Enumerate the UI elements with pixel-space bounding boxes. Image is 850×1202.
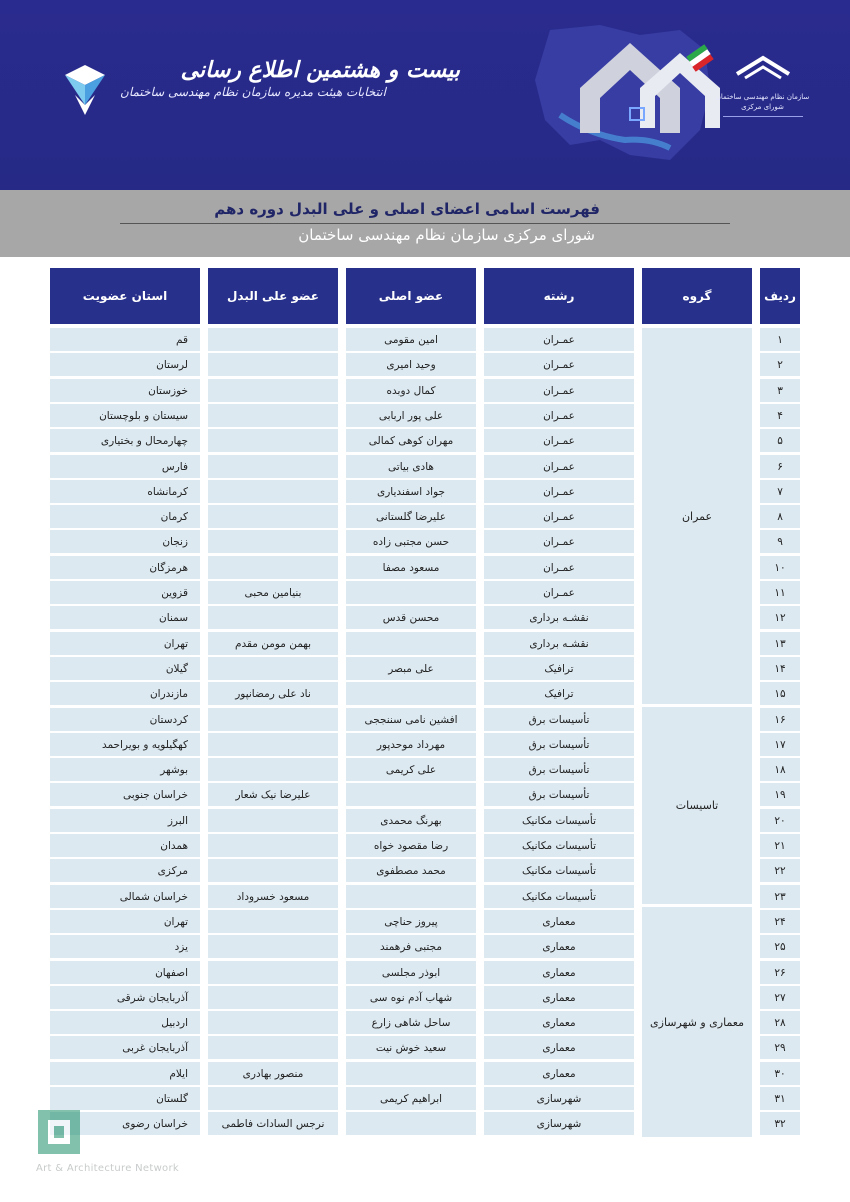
field-cell: عمـران <box>484 379 634 402</box>
field-cell: معماری <box>484 986 634 1009</box>
column-header-field: رشته <box>484 268 634 324</box>
field-cell: تأسیسات مکانیک <box>484 885 634 908</box>
province-cell: ایلام <box>50 1062 200 1085</box>
row-number-cell: ۲۱ <box>760 834 800 857</box>
alternate-member-cell <box>208 404 338 427</box>
province-cell: سیستان و بلوچستان <box>50 404 200 427</box>
alternate-member-cell <box>208 961 338 984</box>
alternate-member-cell: ناد علی رمضانپور <box>208 682 338 705</box>
province-cell: همدان <box>50 834 200 857</box>
group-cell-installations: تاسیسات <box>642 707 752 904</box>
province-cell: اردبیل <box>50 1011 200 1034</box>
row-number-cell: ۱۷ <box>760 733 800 756</box>
main-member-cell: شهاب آدم نوه سی <box>346 986 476 1009</box>
main-member-cell: سعید خوش نیت <box>346 1036 476 1059</box>
row-number-cell: ۳۰ <box>760 1062 800 1085</box>
title-band <box>0 190 850 257</box>
event-title-line1: بیست و هشتمین اطلاع رسانی <box>180 57 460 83</box>
province-cell: بوشهر <box>50 758 200 781</box>
row-number-cell: ۲ <box>760 353 800 376</box>
province-cell: تهران <box>50 910 200 933</box>
row-number-cell: ۱۲ <box>760 606 800 629</box>
field-cell: شهرسازی <box>484 1112 634 1135</box>
main-member-cell: پیروز حناچی <box>346 910 476 933</box>
province-cell: مازندران <box>50 682 200 705</box>
row-number-cell: ۶ <box>760 455 800 478</box>
watermark-text: Art & Architecture Network <box>36 1163 179 1174</box>
alternate-member-cell <box>208 530 338 553</box>
column-header-province: استان عضویت <box>50 268 200 324</box>
event-title <box>120 55 460 115</box>
alternate-member-cell <box>208 455 338 478</box>
main-member-cell: محمد مصطفوی <box>346 859 476 882</box>
province-cell: آذربایجان غربی <box>50 1036 200 1059</box>
main-member-cell: کمال دوبده <box>346 379 476 402</box>
group-cell-civil: عمران <box>642 328 752 704</box>
field-cell: معماری <box>484 910 634 933</box>
main-member-cell: مهران کوهی کمالی <box>346 429 476 452</box>
field-cell: معماری <box>484 1062 634 1085</box>
main-member-cell: ساحل شاهی زارع <box>346 1011 476 1034</box>
field-cell: عمـران <box>484 353 634 376</box>
column-header-row-number: ردیف <box>760 268 800 324</box>
org-name: سازمان نظام مهندسی ساختمان <box>715 93 810 101</box>
field-cell: عمـران <box>484 429 634 452</box>
field-cell: معماری <box>484 1011 634 1034</box>
province-cell: کرمانشاه <box>50 480 200 503</box>
main-member-cell <box>346 1112 476 1135</box>
alternate-member-cell <box>208 758 338 781</box>
field-cell: تأسیسات برق <box>484 783 634 806</box>
province-cell: خراسان شمالی <box>50 885 200 908</box>
alternate-member-cell <box>208 1036 338 1059</box>
field-cell: تأسیسات برق <box>484 708 634 731</box>
alternate-member-cell: بنیامین محبی <box>208 581 338 604</box>
row-number-cell: ۳ <box>760 379 800 402</box>
alternate-member-cell <box>208 733 338 756</box>
province-cell: خراسان رضوی <box>50 1112 200 1135</box>
org-sub: شورای مرکزی <box>741 103 784 111</box>
field-cell: معماری <box>484 961 634 984</box>
field-cell: تأسیسات برق <box>484 733 634 756</box>
row-number-cell: ۲۸ <box>760 1011 800 1034</box>
field-cell: نقشـه برداری <box>484 606 634 629</box>
province-cell: فارس <box>50 455 200 478</box>
title-divider <box>120 223 730 224</box>
alternate-member-cell <box>208 809 338 832</box>
main-member-cell: مهرداد موحدپور <box>346 733 476 756</box>
main-member-cell: ابوذر مجلسی <box>346 961 476 984</box>
row-number-cell: ۲۷ <box>760 986 800 1009</box>
column-header-alternate-member: عضو علی البدل <box>208 268 338 324</box>
province-cell: مرکزی <box>50 859 200 882</box>
row-number-cell: ۱۵ <box>760 682 800 705</box>
province-cell: چهارمحال و بختیاری <box>50 429 200 452</box>
province-cell: کردستان <box>50 708 200 731</box>
alternate-member-cell <box>208 910 338 933</box>
field-cell: تأسیسات برق <box>484 758 634 781</box>
alternate-member-cell: بهمن مومن مقدم <box>208 632 338 655</box>
page-subtitle: شورای مرکزی سازمان نظام مهندسی ساختمان <box>298 226 595 244</box>
main-member-cell: علی پور اربابی <box>346 404 476 427</box>
page-title: فهرست اسامی اعضای اصلی و علی البدل دوره دهم <box>214 200 600 218</box>
column-header-main-member: عضو اصلی <box>346 268 476 324</box>
field-cell: نقشـه برداری <box>484 632 634 655</box>
row-number-cell: ۲۵ <box>760 935 800 958</box>
event-title-line2: انتخابات هیئت مدیره سازمان نظام مهندسی ساختمان <box>120 85 386 99</box>
province-cell: تهران <box>50 632 200 655</box>
alternate-member-cell <box>208 1087 338 1110</box>
alternate-member-cell <box>208 480 338 503</box>
main-member-cell: بهرنگ محمدی <box>346 809 476 832</box>
field-cell: تأسیسات مکانیک <box>484 834 634 857</box>
alternate-member-cell <box>208 606 338 629</box>
field-cell: ترافیک <box>484 682 634 705</box>
row-number-cell: ۱۹ <box>760 783 800 806</box>
province-cell: گیلان <box>50 657 200 680</box>
row-number-cell: ۱۸ <box>760 758 800 781</box>
org-logo <box>715 52 810 121</box>
row-number-cell: ۲۲ <box>760 859 800 882</box>
row-number-cell: ۴ <box>760 404 800 427</box>
header-banner <box>0 0 850 190</box>
alternate-member-cell <box>208 353 338 376</box>
province-cell: خراسان جنوبی <box>50 783 200 806</box>
field-cell: عمـران <box>484 455 634 478</box>
province-cell: آذربایجان شرقی <box>50 986 200 1009</box>
watermark <box>36 1108 206 1178</box>
main-member-cell <box>346 581 476 604</box>
province-cell: اصفهان <box>50 961 200 984</box>
network-logo-icon <box>36 1108 82 1158</box>
row-number-cell: ۵ <box>760 429 800 452</box>
main-member-cell: مسعود مصفا <box>346 556 476 579</box>
row-number-cell: ۲۰ <box>760 809 800 832</box>
main-member-cell: وحید امیری <box>346 353 476 376</box>
main-member-cell: جواد اسفندیاری <box>346 480 476 503</box>
province-cell: البرز <box>50 809 200 832</box>
field-cell: عمـران <box>484 581 634 604</box>
alternate-member-cell <box>208 1011 338 1034</box>
alternate-member-cell: علیرضا نیک شعار <box>208 783 338 806</box>
row-number-cell: ۸ <box>760 505 800 528</box>
main-member-cell: علیرضا گلستانی <box>346 505 476 528</box>
province-cell: لرستان <box>50 353 200 376</box>
main-member-cell: امین مقومی <box>346 328 476 351</box>
main-member-cell: محسن قدس <box>346 606 476 629</box>
province-cell: سمنان <box>50 606 200 629</box>
main-member-cell: هادی بیاتی <box>346 455 476 478</box>
alternate-member-cell: منصور بهادری <box>208 1062 338 1085</box>
alternate-member-cell: نرجس السادات فاطمی <box>208 1112 338 1135</box>
main-member-cell: علی کریمی <box>346 758 476 781</box>
field-cell: معماری <box>484 935 634 958</box>
main-member-cell: مجتبی فرهمند <box>346 935 476 958</box>
field-cell: عمـران <box>484 505 634 528</box>
alternate-member-cell <box>208 328 338 351</box>
province-cell: کهگیلویه و بویراحمد <box>50 733 200 756</box>
column-header-group: گروه <box>642 268 752 324</box>
field-cell: ترافیک <box>484 657 634 680</box>
row-number-cell: ۲۶ <box>760 961 800 984</box>
alternate-member-cell <box>208 657 338 680</box>
row-number-cell: ۷ <box>760 480 800 503</box>
alternate-member-cell: مسعود خسروداد <box>208 885 338 908</box>
province-cell: یزد <box>50 935 200 958</box>
alternate-member-cell <box>208 556 338 579</box>
main-member-cell: افشین نامی سننججی <box>346 708 476 731</box>
main-member-cell: حسن مجتبی زاده <box>346 530 476 553</box>
alternate-member-cell <box>208 708 338 731</box>
field-cell: شهرسازی <box>484 1087 634 1110</box>
row-number-cell: ۹ <box>760 530 800 553</box>
row-number-cell: ۱۰ <box>760 556 800 579</box>
main-member-cell: رضا مقصود خواه <box>346 834 476 857</box>
field-cell: عمـران <box>484 404 634 427</box>
row-number-cell: ۲۴ <box>760 910 800 933</box>
main-member-cell: ابراهیم کریمی <box>346 1087 476 1110</box>
row-number-cell: ۲۳ <box>760 885 800 908</box>
field-cell: عمـران <box>484 328 634 351</box>
main-member-cell: علی مبصر <box>346 657 476 680</box>
province-cell: قم <box>50 328 200 351</box>
province-cell: قزوین <box>50 581 200 604</box>
field-cell: عمـران <box>484 556 634 579</box>
province-cell: خوزستان <box>50 379 200 402</box>
row-number-cell: ۱۶ <box>760 708 800 731</box>
group-cell-architecture: معماری و شهرسازی <box>642 907 752 1137</box>
field-cell: تأسیسات مکانیک <box>484 859 634 882</box>
org-roof-icon <box>733 52 793 82</box>
province-cell: گلستان <box>50 1087 200 1110</box>
org-divider <box>723 116 803 117</box>
alternate-member-cell <box>208 834 338 857</box>
row-number-cell: ۱۴ <box>760 657 800 680</box>
row-number-cell: ۳۲ <box>760 1112 800 1135</box>
main-member-cell <box>346 682 476 705</box>
field-cell: تأسیسات مکانیک <box>484 809 634 832</box>
row-number-cell: ۱ <box>760 328 800 351</box>
province-cell: هرمزگان <box>50 556 200 579</box>
election-emblem-icon <box>55 60 115 120</box>
alternate-member-cell <box>208 986 338 1009</box>
main-member-cell <box>346 632 476 655</box>
row-number-cell: ۲۹ <box>760 1036 800 1059</box>
field-cell: معماری <box>484 1036 634 1059</box>
main-member-cell <box>346 783 476 806</box>
province-cell: کرمان <box>50 505 200 528</box>
alternate-member-cell <box>208 859 338 882</box>
province-cell: زنجان <box>50 530 200 553</box>
alternate-member-cell <box>208 935 338 958</box>
alternate-member-cell <box>208 379 338 402</box>
main-member-cell <box>346 1062 476 1085</box>
row-number-cell: ۱۱ <box>760 581 800 604</box>
alternate-member-cell <box>208 505 338 528</box>
field-cell: عمـران <box>484 530 634 553</box>
main-member-cell <box>346 885 476 908</box>
row-number-cell: ۱۳ <box>760 632 800 655</box>
field-cell: عمـران <box>484 480 634 503</box>
row-number-cell: ۳۱ <box>760 1087 800 1110</box>
alternate-member-cell <box>208 429 338 452</box>
